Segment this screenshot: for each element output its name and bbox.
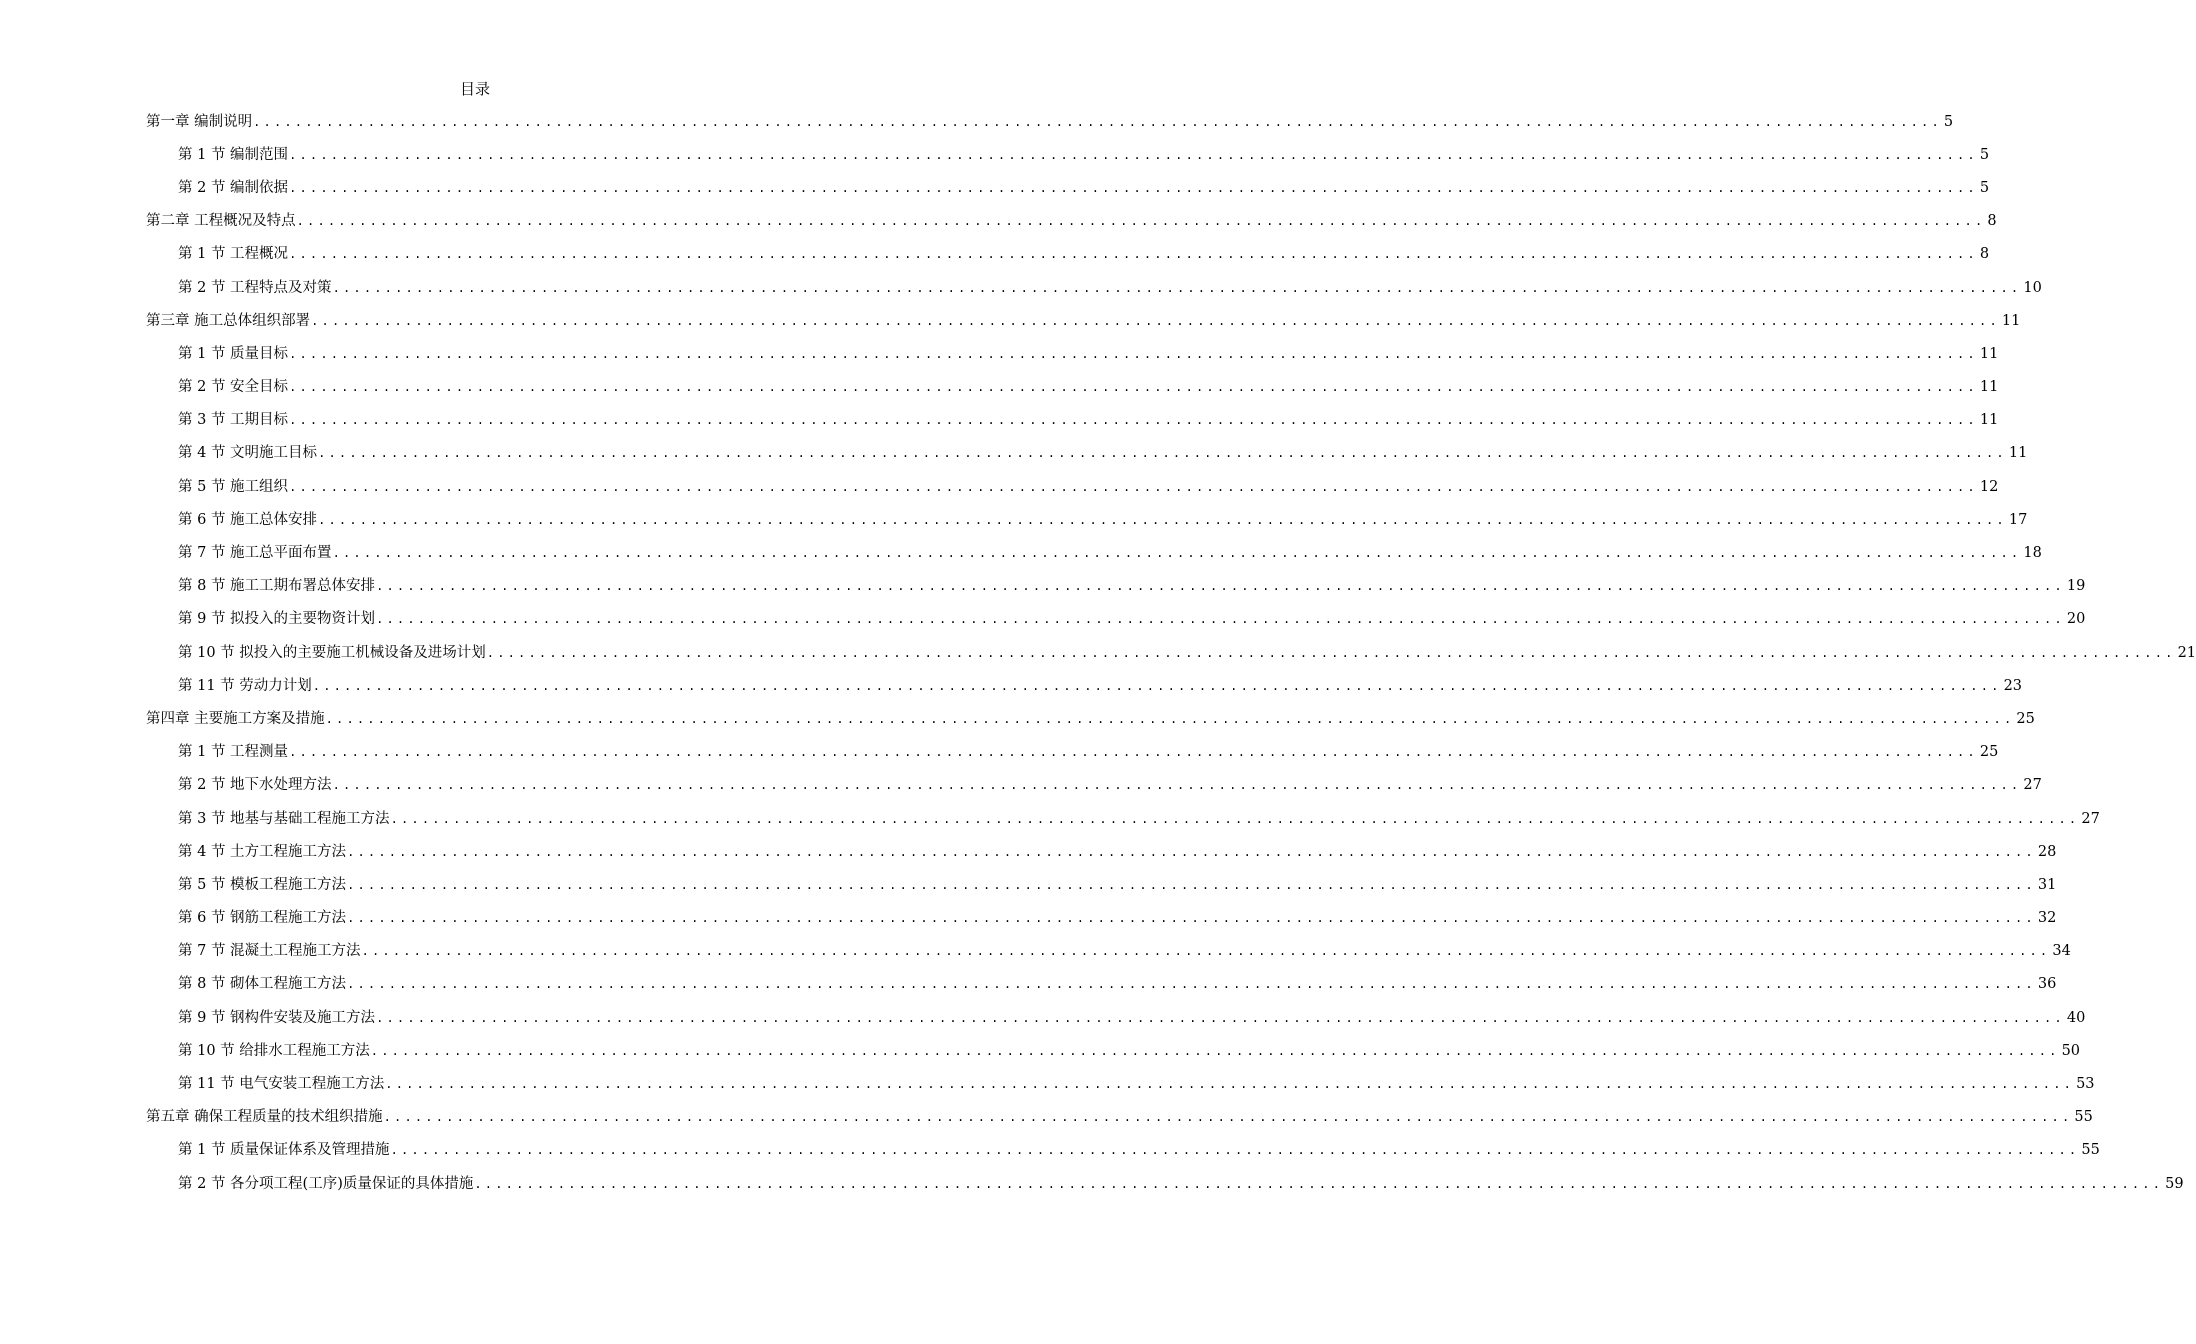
toc-page-number: 23 xyxy=(2003,677,2023,694)
toc-entry-label: 第 2 节 工程特点及对策 xyxy=(178,279,332,296)
toc-entry-label: 第 10 节 拟投入的主要施工机械设备及进场计划 xyxy=(178,644,486,661)
toc-page-number: 17 xyxy=(2008,511,2028,528)
toc-dot-leader: .................................................................................................................................................................. xyxy=(332,280,2022,295)
toc-dot-leader: .................................................................................................................................................................. xyxy=(311,313,2000,328)
toc-entry-label: 第 9 节 拟投入的主要物资计划 xyxy=(178,611,376,628)
toc-dot-leader: .................................................................................................................................................................. xyxy=(318,446,2007,461)
toc-section-entry[interactable] xyxy=(178,636,2196,669)
toc-entry-label: 第 1 节 质量保证体系及管理措施 xyxy=(178,1142,390,1159)
toc-section-entry[interactable] xyxy=(178,138,1990,171)
toc-section-entry[interactable] xyxy=(178,902,2057,935)
toc-page-number: 5 xyxy=(1979,146,1990,163)
toc-section-entry[interactable] xyxy=(178,238,1990,271)
toc-entry-label: 第五章 确保工程质量的技术组织措施 xyxy=(146,1109,383,1126)
toc-entry-label: 第 2 节 安全目标 xyxy=(178,379,289,396)
toc-entry-label: 第 4 节 文明施工目标 xyxy=(178,445,318,462)
toc-page-number: 53 xyxy=(2076,1076,2095,1093)
toc-dot-leader: .................................................................................................................................................................. xyxy=(289,346,1978,361)
toc-section-entry[interactable] xyxy=(178,603,2086,636)
toc-dot-leader: .................................................................................................................................................................. xyxy=(370,1043,2060,1058)
toc-page-number: 12 xyxy=(1979,478,1999,495)
toc-section-entry[interactable] xyxy=(178,1067,2095,1100)
toc-dot-leader: .................................................................................................................................................................. xyxy=(390,811,2080,826)
toc-chapter-entry[interactable] xyxy=(146,105,1954,138)
toc-entry-label: 第 11 节 电气安装工程施工方法 xyxy=(178,1076,385,1093)
toc-page-number: 19 xyxy=(2066,578,2086,595)
toc-section-entry[interactable] xyxy=(178,769,2042,802)
toc-page-number: 59 xyxy=(2165,1175,2184,1192)
toc-page-number: 5 xyxy=(1979,179,1990,196)
toc-section-entry[interactable] xyxy=(178,1034,2081,1067)
toc-entry-label: 第 7 节 混凝土工程施工方法 xyxy=(178,943,361,960)
toc-dot-leader: .................................................................................................................................................................. xyxy=(289,147,1978,162)
toc-dot-leader: .................................................................................................................................................................. xyxy=(347,911,2036,926)
toc-entry-label: 第 1 节 编制范围 xyxy=(178,146,289,163)
toc-dot-leader: .................................................................................................................................................................. xyxy=(289,479,1978,494)
toc-entry-label: 第 11 节 劳动力计划 xyxy=(178,677,312,694)
toc-section-entry[interactable] xyxy=(178,1001,2086,1034)
toc-chapter-entry[interactable] xyxy=(146,1101,2093,1134)
toc-page-number: 32 xyxy=(2037,910,2057,927)
toc-entry-label: 第四章 主要施工方案及措施 xyxy=(146,710,325,727)
toc-section-entry[interactable] xyxy=(178,868,2057,901)
toc-entry-label: 第 5 节 施工组织 xyxy=(178,478,289,495)
toc-dot-leader: .................................................................................................................................................................. xyxy=(253,114,1942,129)
toc-page-number: 11 xyxy=(2008,445,2028,462)
toc-entry-label: 第 8 节 施工工期布署总体安排 xyxy=(178,578,376,595)
toc-dot-leader: .................................................................................................................................................................. xyxy=(486,645,2176,660)
toc-dot-leader: .................................................................................................................................................................. xyxy=(318,512,2007,527)
toc-page-number: 27 xyxy=(2081,810,2100,827)
toc-page-number: 55 xyxy=(2074,1109,2093,1126)
toc-page-number: 27 xyxy=(2023,777,2042,794)
toc-page-number: 31 xyxy=(2037,876,2057,893)
toc-entry-label: 第 1 节 工程测量 xyxy=(178,744,289,761)
toc-title: 目录 xyxy=(459,80,490,98)
toc-section-entry[interactable] xyxy=(178,437,2028,470)
toc-page-number: 18 xyxy=(2023,545,2042,562)
toc-dot-leader: .................................................................................................................................................................. xyxy=(289,180,1978,195)
toc-entry-label: 第 7 节 施工总平面布置 xyxy=(178,545,332,562)
toc-dot-leader: .................................................................................................................................................................. xyxy=(385,1077,2075,1092)
toc-page-number: 40 xyxy=(2066,1009,2086,1026)
toc-dot-leader: .................................................................................................................................................................. xyxy=(474,1176,2164,1191)
toc-dot-leader: .................................................................................................................................................................. xyxy=(347,877,2036,892)
toc-section-entry[interactable] xyxy=(178,802,2100,835)
toc-entry-label: 第 2 节 地下水处理方法 xyxy=(178,777,332,794)
toc-dot-leader: .................................................................................................................................................................. xyxy=(332,546,2022,561)
toc-page-number: 34 xyxy=(2052,943,2071,960)
toc-page-number: 10 xyxy=(2023,279,2042,296)
toc-entry-label: 第 10 节 给排水工程施工方法 xyxy=(178,1042,370,1059)
toc-chapter-entry[interactable] xyxy=(146,304,2021,337)
toc-entry-label: 第 3 节 地基与基础工程施工方法 xyxy=(178,810,390,827)
toc-list xyxy=(0,105,2196,1200)
toc-section-entry[interactable] xyxy=(178,968,2057,1001)
toc-entry-label: 第 6 节 施工总体安排 xyxy=(178,511,318,528)
toc-dot-leader: .................................................................................................................................................................. xyxy=(312,678,2002,693)
toc-page-number: 8 xyxy=(1987,213,1997,230)
toc-entry-label: 第 2 节 各分项工程(工序)质量保证的具体措施 xyxy=(178,1175,474,1192)
toc-page-number: 11 xyxy=(2001,312,2021,329)
toc-page-number: 55 xyxy=(2081,1142,2100,1159)
toc-page-number: 11 xyxy=(1979,412,1999,429)
toc-page-number: 25 xyxy=(2016,710,2035,727)
toc-section-entry[interactable] xyxy=(178,503,2028,536)
toc-section-entry[interactable] xyxy=(178,1167,2184,1200)
toc-section-entry[interactable] xyxy=(178,404,1999,437)
toc-page-number: 25 xyxy=(1979,744,1999,761)
toc-entry-label: 第 9 节 钢构件安装及施工方法 xyxy=(178,1009,376,1026)
toc-dot-leader: .................................................................................................................................................................. xyxy=(289,247,1978,262)
toc-dot-leader: .................................................................................................................................................................. xyxy=(376,579,2065,594)
toc-entry-label: 第 3 节 工期目标 xyxy=(178,412,289,429)
toc-dot-leader: .................................................................................................................................................................. xyxy=(383,1110,2073,1125)
toc-page-number: 5 xyxy=(1943,113,1954,130)
toc-page-number: 28 xyxy=(2037,843,2057,860)
toc-dot-leader: .................................................................................................................................................................. xyxy=(296,214,1986,229)
toc-entry-label: 第一章 编制说明 xyxy=(146,113,253,130)
toc-page-number: 11 xyxy=(1979,345,1999,362)
toc-entry-label: 第 2 节 编制依据 xyxy=(178,179,289,196)
toc-entry-label: 第 1 节 工程概况 xyxy=(178,246,289,263)
toc-entry-label: 第 6 节 钢筋工程施工方法 xyxy=(178,910,347,927)
toc-dot-leader: .................................................................................................................................................................. xyxy=(390,1143,2080,1158)
toc-page-number: 50 xyxy=(2061,1042,2081,1059)
toc-section-entry[interactable] xyxy=(178,536,2042,569)
toc-section-entry[interactable] xyxy=(178,669,2023,702)
toc-dot-leader: .................................................................................................................................................................. xyxy=(376,1010,2065,1025)
toc-page-number: 8 xyxy=(1979,246,1990,263)
toc-page-number: 20 xyxy=(2066,611,2086,628)
toc-dot-leader: .................................................................................................................................................................. xyxy=(376,612,2065,627)
toc-section-entry[interactable] xyxy=(178,570,2086,603)
toc-dot-leader: .................................................................................................................................................................. xyxy=(332,778,2022,793)
toc-entry-label: 第三章 施工总体组织部署 xyxy=(146,312,311,329)
toc-section-entry[interactable] xyxy=(178,271,2042,304)
toc-entry-label: 第二章 工程概况及特点 xyxy=(146,213,296,230)
toc-dot-leader: .................................................................................................................................................................. xyxy=(361,944,2051,959)
toc-section-entry[interactable] xyxy=(178,835,2057,868)
toc-dot-leader: .................................................................................................................................................................. xyxy=(289,380,1978,395)
toc-dot-leader: .................................................................................................................................................................. xyxy=(325,711,2015,726)
toc-page-number: 36 xyxy=(2037,976,2057,993)
toc-entry-label: 第 8 节 砌体工程施工方法 xyxy=(178,976,347,993)
toc-chapter-entry[interactable] xyxy=(146,205,1997,238)
toc-page-number: 11 xyxy=(1979,379,1999,396)
toc-section-entry[interactable] xyxy=(178,935,2071,968)
toc-entry-label: 第 5 节 模板工程施工方法 xyxy=(178,876,347,893)
toc-section-entry[interactable] xyxy=(178,337,1999,370)
toc-section-entry[interactable] xyxy=(178,470,1999,503)
toc-dot-leader: .................................................................................................................................................................. xyxy=(347,844,2036,859)
toc-section-entry[interactable] xyxy=(178,371,1999,404)
toc-dot-leader: .................................................................................................................................................................. xyxy=(289,745,1978,760)
toc-dot-leader: .................................................................................................................................................................. xyxy=(289,413,1978,428)
toc-section-entry[interactable] xyxy=(178,171,1990,204)
toc-section-entry[interactable] xyxy=(178,736,1999,769)
toc-chapter-entry[interactable] xyxy=(146,702,2035,735)
toc-dot-leader: .................................................................................................................................................................. xyxy=(347,977,2036,992)
toc-entry-label: 第 4 节 土方工程施工方法 xyxy=(178,843,347,860)
toc-entry-label: 第 1 节 质量目标 xyxy=(178,345,289,362)
toc-section-entry[interactable] xyxy=(178,1134,2100,1167)
toc-page-number: 21 xyxy=(2177,644,2196,661)
